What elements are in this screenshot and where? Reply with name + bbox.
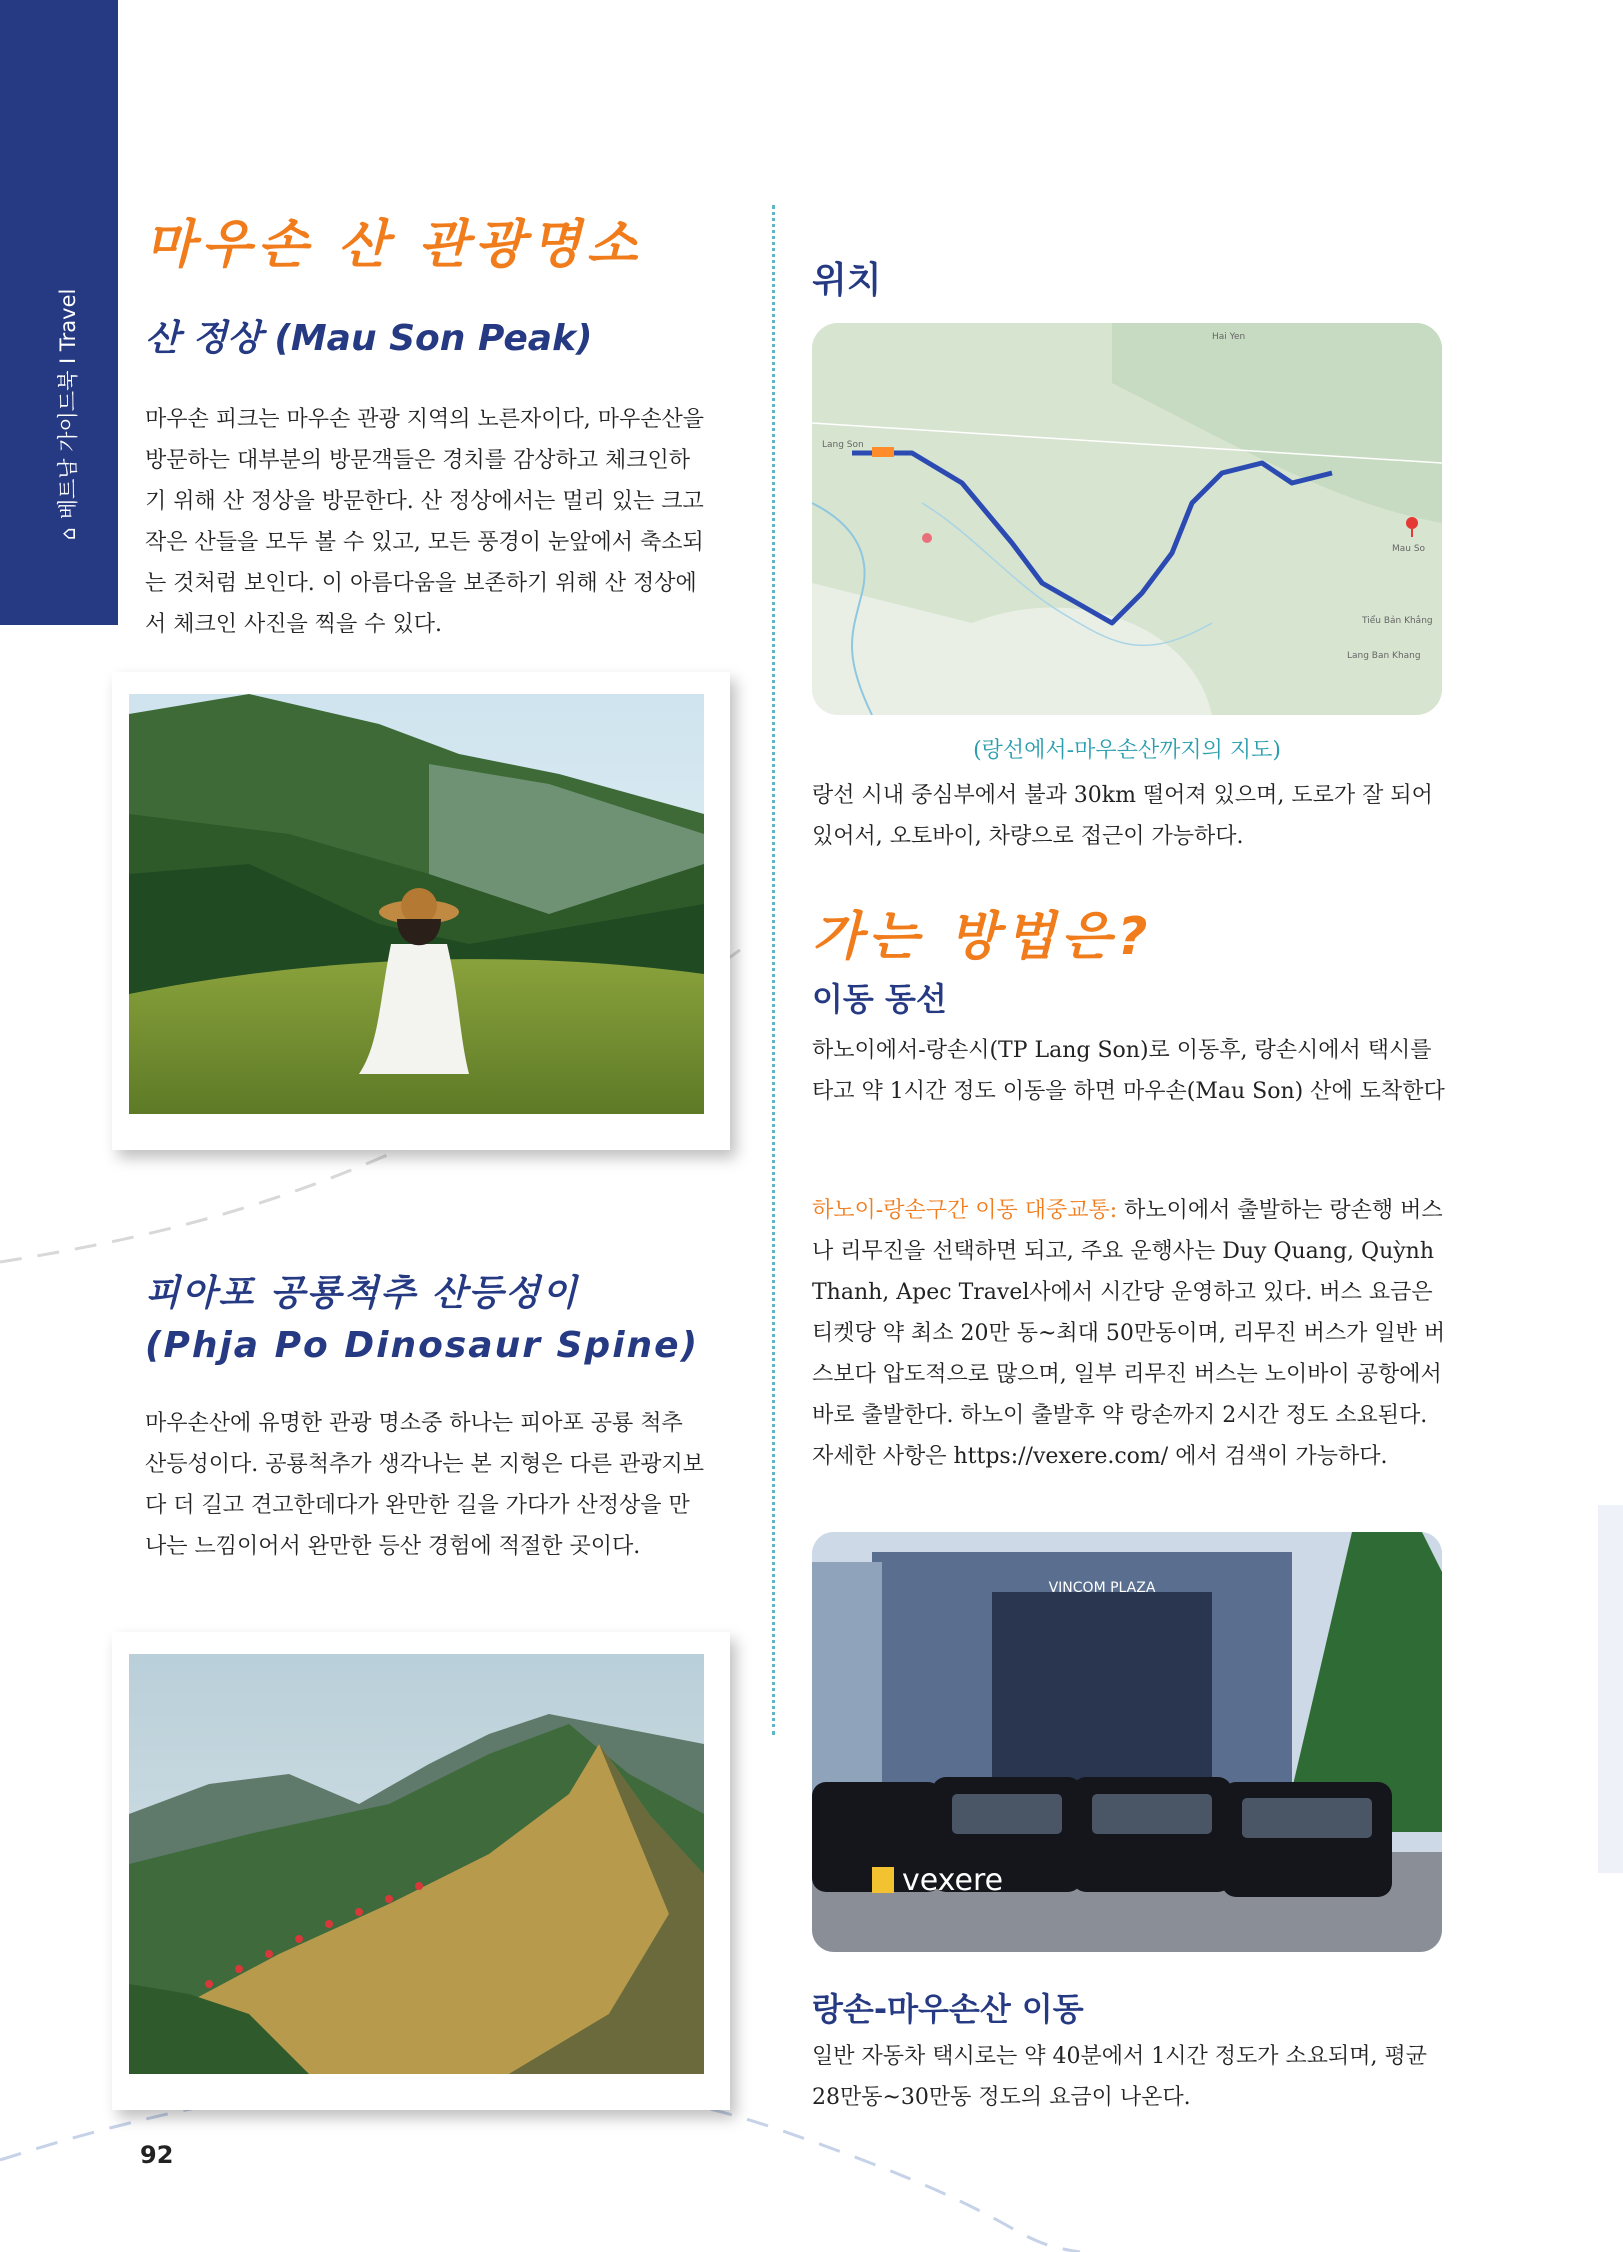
transport-lead: 하노이-랑손구간 이동 대중교통: [812,1198,1118,1223]
phja-body: 마우손산에 유명한 관광 명소중 하나는 피아포 공룡 척추 산등성이다. 공룡척추가 생각나는 본 지형은 다른 관광지보다 더 길고 견고한데다가 완만한 길을 가다가 산정상을 만나는 느낌이어서 완만한 등산 경험에 적절한 곳이다. [145,1411,705,1559]
route-map-image [812,323,1442,715]
bus-photo-sign: VINCOM PLAZA [1048,1580,1156,1596]
transport-text: 하노이에서 출발하는 랑손행 버스나 리무진을 선택하면 되고, 주요 운행사는 Duy Quang, Quỳnh Thanh, Apec Travel사에서 시간당 운영하고 있다. 버스 요금은 티켓당 약 최소 20만 동~최대 50만동이며, 리무진 버스가 일반 버스보다 압도적으로 많으며, 일부 리무진 버스는 노이바이 공항에서 바로 출발한다. 하노이 출발후 약 랑손까지 2시간 정도 소요된다. 자세한 사항은 https://vexere.com/ 에서 검색이 가능하다. [812,1198,1446,1469]
lang-heading: 랑손-마우손산 이동 [812,1990,1084,2028]
map-label-place2: Tiểu Bản Khắng [1362,616,1433,626]
lang-body: 일반 자동차 택시로는 약 40분에서 1시간 정도가 소요되며, 평균 28만동~30만동 정도의 요금이 나온다. [812,2044,1427,2110]
spine-photo-image [129,1654,704,2074]
peak-photo-image [129,694,704,1114]
route-body: 하노이에서-랑손시(TP Lang Son)로 이동후, 랑손시에서 택시를 타고 약 1시간 정도 이동을 하면 마우손(Mau Son) 산에 도착한다 [812,1038,1445,1104]
map-caption: (랑선에서-마우손산까지의 지도) [973,738,1281,763]
bus-photo [812,1532,1442,1952]
page-number: 92 [140,2141,174,2169]
column-divider [772,205,775,1735]
map-label-place1: Hai Yen [1212,332,1246,342]
page-edge-tab [1598,1505,1623,1873]
location-heading: 위치 [812,260,882,301]
how-to-get-title: 가는 방법은? [812,907,1154,967]
phja-heading-line1: 피아포 공룡척추 산등성이 [145,1273,579,1314]
transport-body [812,1190,1452,1477]
phja-heading [145,1268,699,1372]
map-label-place3: Lang Ban Khang [1347,651,1421,661]
sidebar-label [52,200,82,540]
phja-heading-line2: (Phja Po Dinosaur Spine) [145,1325,700,1366]
bus-photo-image [812,1532,1442,1952]
peak-heading: 산 정상 (Mau Son Peak) [145,318,593,359]
spine-photo [112,1632,730,2110]
section-title: 마우손 산 관광명소 [145,215,644,275]
map-label-lang-son: Lang Son [822,440,864,450]
route-heading: 이동 동선 [812,980,947,1018]
location-body: 랑선 시내 중심부에서 불과 30km 떨어져 있으며, 도로가 잘 되어 있어서, 오토바이, 차량으로 접근이 가능하다. [812,783,1433,849]
route-map [812,323,1442,715]
home-icon: ⌂ [56,527,80,540]
bus-photo-brand: vexere [902,1863,1004,1898]
peak-photo [112,672,730,1150]
map-label-mau-son: Mau So [1392,544,1426,554]
peak-body: 마우손 피크는 마우손 관광 지역의 노른자이다, 마우손산을 방문하는 대부분의 방문객들은 경치를 감상하고 체크인하기 위해 산 정상을 방문한다. 산 정상에서는 멀리 있는 크고 작은 산들을 모두 볼 수 있고, 모든 풍경이 눈앞에서 축소되는 것처럼 보인다. 이 아름다움을 보존하기 위해 산 정상에서 체크인 사진을 찍을 수 있다. [145,407,705,637]
sidebar-label-text: 베트남 가이드북 I Travel [56,288,80,520]
